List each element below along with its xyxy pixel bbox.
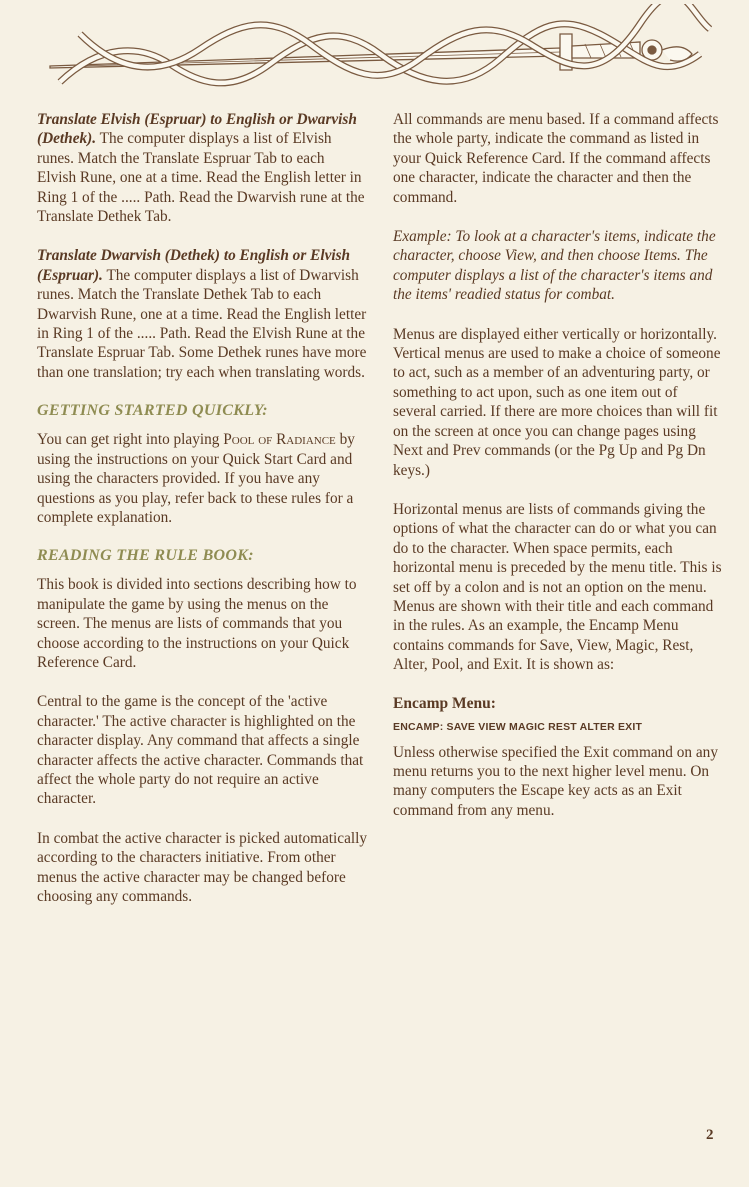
paragraph: All commands are menu based. If a command affects the whole party, indicate the command as listed in your Quick Reference Card. If the command affects one character, indicate the character and then the command. bbox=[393, 111, 719, 206]
paragraph bbox=[37, 430, 367, 527]
paragraph: Menus are displayed either vertically or horizontally. Vertical menus are used to make a choice of someone to act, such as a member of an adventuring party, or something to act upon, such as one item out of several carried. If there are more choices than will fit on the screen at once you can change pages using Next and Prev commands (or the Pg Up and Pg Dn keys.) bbox=[393, 325, 721, 479]
paragraph-lead: Translate Elvish (Espruar) to English or Dwarvish (Dethek). bbox=[37, 111, 357, 148]
paragraph-lead: Translate Dwarvish (Dethek) to English or Elvish (Espruar). bbox=[37, 247, 351, 284]
paragraph: Horizontal menus are lists of commands giving the options of what the character can do or what you can do to the character. When space permits, each horizontal menu is preceded by the menu title. This is set off by a colon and is not an option on the menu. Menus are shown with their title and each command in the rules. As an example, the Encamp Menu contains commands for Save, View, Magic, Rest, Alter, Pool, and Exit. It is shown as: bbox=[393, 500, 722, 674]
paragraph: Central to the game is the concept of the 'active character.' The active character is highlighted on the character display. Any command that affects a single character affects the active character. Commands that affect the whole party do not require an active character. bbox=[37, 693, 364, 808]
paragraph: Unless otherwise specified the Exit command on any menu returns you to the next higher level menu. On many computers the Escape key acts as an Exit command from any menu. bbox=[393, 743, 718, 819]
right-column bbox=[393, 110, 723, 840]
paragraph: In combat the active character is picked automatically according to the characters initiative. From other menus the active character may be changed before choosing any commands. bbox=[37, 829, 368, 905]
paragraph-text: You can get right into playing bbox=[37, 431, 224, 449]
sword-ribbon-ornament bbox=[40, 4, 720, 96]
paragraph-text: by using the instructions on your Quick Start Card and using the characters provided. If you have any questions as you play, refer back to these rules for a complete explanation. bbox=[37, 431, 355, 526]
example-paragraph: Example: To look at a character's items, indicate the character, choose View, and then choose Items. The computer displays a list of the character's items and the items' readied status for combat. bbox=[393, 228, 716, 304]
game-title: Pool of Radiance bbox=[223, 431, 336, 449]
paragraph-body: The computer displays a list of Dwarvish runes. Match the Translate Dethek Tab to each Dwarvish Rune, one at a time. Read the English letter in Ring 1 of the ..... Path. Read the Elvish Rune at the Translate Espruar Tab. Some Dethek runes have more than one translation; try each when translating words. bbox=[37, 266, 367, 381]
menu-example: ENCAMP: SAVE VIEW MAGIC REST ALTER EXIT bbox=[393, 720, 643, 733]
paragraph bbox=[37, 246, 367, 382]
paragraph bbox=[37, 110, 367, 226]
paragraph: This book is divided into sections describing how to manipulate the game by using the menus on the screen. The menus are lists of commands that you choose according to the instructions on your Quick Reference Card. bbox=[37, 576, 357, 671]
section-heading: READING THE RULE BOOK: bbox=[37, 547, 254, 565]
page-number: 2 bbox=[706, 1127, 714, 1143]
section-heading: GETTING STARTED QUICKLY: bbox=[37, 402, 268, 420]
menu-title: Encamp Menu: bbox=[393, 694, 496, 712]
paragraph-body: The computer displays a list of Elvish runes. Match the Translate Espruar Tab to each Elvish Rune, one at a time. Read the English letter in Ring 1 of the ..... Path. Read the Dwarvish rune at the Translate Dethek Tab. bbox=[37, 130, 365, 226]
left-column bbox=[37, 110, 367, 926]
